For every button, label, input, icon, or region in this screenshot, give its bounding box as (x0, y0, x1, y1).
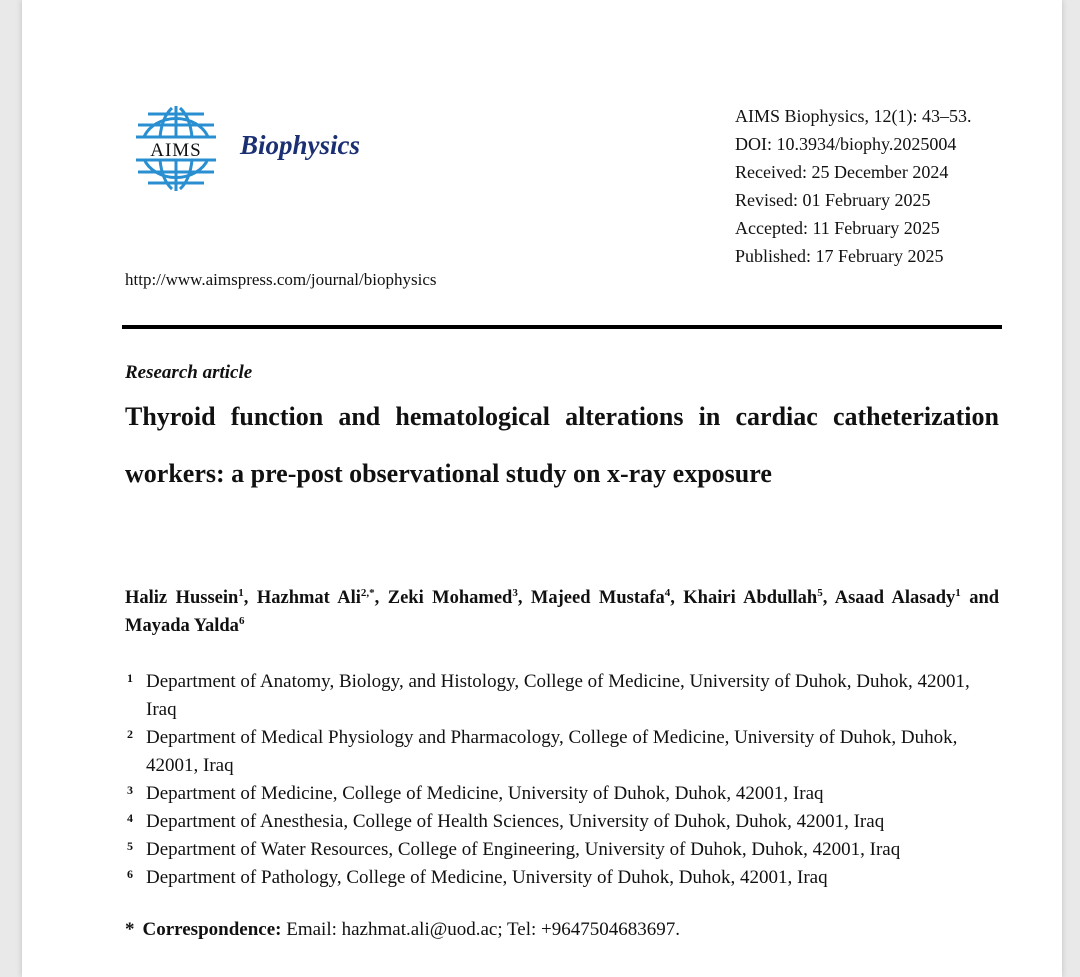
author-separator: , (243, 588, 257, 608)
author (388, 588, 531, 608)
affiliation-item (125, 808, 1005, 836)
author-affiliation-marker: 2,* (360, 586, 375, 599)
author-name: Zeki Mohamed (387, 588, 513, 608)
correspondence-contact: Email: hazhmat.ali@uod.ac; Tel: +9647504683697. (286, 919, 681, 940)
correspondence-label: Correspondence: (142, 919, 282, 940)
article-metadata (735, 102, 972, 270)
author-affiliation-marker: 5 (817, 586, 823, 599)
author-separator: and (960, 588, 1000, 608)
affiliation-text: Department of Medical Physiology and Pharmacology, College of Medicine, University of Duhok, Duhok, 42001, Iraq (146, 727, 958, 776)
aims-globe-logo (128, 103, 224, 195)
affiliation-text: Department of Water Resources, College of Engineering, University of Duhok, Duhok, 42001, Iraq (146, 839, 901, 860)
affiliation-number: 2 (127, 727, 133, 741)
author-separator: , (670, 588, 684, 608)
author (683, 588, 834, 608)
affiliation-text: Department of Anesthesia, College of Health Sciences, University of Duhok, Duhok, 42001, Iraq (146, 811, 885, 832)
affiliation-text: Department of Pathology, College of Medicine, University of Duhok, Duhok, 42001, Iraq (146, 867, 828, 888)
affiliation-text: Department of Anatomy, Biology, and Histology, College of Medicine, University of Duhok, Duhok, 42001, Iraq (146, 671, 970, 720)
affiliation-text: Department of Medicine, College of Medicine, University of Duhok, Duhok, 42001, Iraq (146, 783, 824, 804)
author-name: Haliz Hussein (125, 588, 239, 608)
correspondence-marker: * (125, 919, 135, 940)
header-divider (122, 325, 1002, 329)
author-affiliation-marker: 3 (512, 586, 518, 599)
author-affiliation-marker: 6 (238, 614, 245, 627)
author-name: Khairi Abdullah (683, 588, 818, 608)
revised-date: Revised: 01 February 2025 (735, 190, 931, 210)
author (125, 588, 257, 608)
author (257, 588, 388, 608)
author-separator: , (517, 588, 531, 608)
paper-page (22, 0, 1062, 977)
affiliation-item (125, 668, 1005, 724)
author-affiliation-marker: 1 (238, 586, 244, 599)
journal-url[interactable]: http://www.aimspress.com/journal/biophysics (125, 270, 437, 289)
affiliation-number: 6 (127, 867, 133, 881)
doi: DOI: 10.3934/biophy.2025004 (735, 134, 957, 154)
correspondence (125, 919, 680, 941)
author (835, 588, 999, 608)
affiliation-item (125, 780, 1005, 808)
accepted-date: Accepted: 11 February 2025 (735, 218, 940, 238)
affiliation-number: 5 (127, 839, 133, 853)
article-type: Research article (125, 362, 253, 383)
published-date: Published: 17 February 2025 (735, 246, 944, 266)
affiliation-item (125, 724, 1005, 780)
affiliation-number: 1 (127, 671, 133, 685)
affiliation-item (125, 836, 1005, 864)
aims-logo-text: AIMS (150, 140, 202, 161)
author-affiliation-marker: 1 (955, 586, 961, 599)
author-separator: , (374, 588, 388, 608)
author-name: Hazhmat Ali (256, 588, 361, 608)
affiliation-list (125, 668, 1005, 892)
author-name: Majeed Mustafa (530, 588, 665, 608)
author-separator: , (822, 588, 835, 608)
affiliation-number: 4 (127, 811, 133, 825)
citation: AIMS Biophysics, 12(1): 43–53. (735, 106, 972, 126)
affiliation-item (125, 864, 1005, 892)
received-date: Received: 25 December 2024 (735, 162, 949, 182)
author-affiliation-marker: 4 (664, 586, 671, 599)
author (125, 616, 244, 636)
author-name: Mayada Yalda (125, 616, 239, 636)
affiliation-number: 3 (127, 783, 133, 797)
author-list (125, 584, 999, 640)
article-title: Thyroid function and hematological alterations in cardiac catheterization workers: a pre-post observational study on x-ray exposure (125, 402, 999, 488)
author-name: Asaad Alasady (834, 588, 956, 608)
journal-name: Biophysics (240, 130, 361, 160)
author (531, 588, 683, 608)
